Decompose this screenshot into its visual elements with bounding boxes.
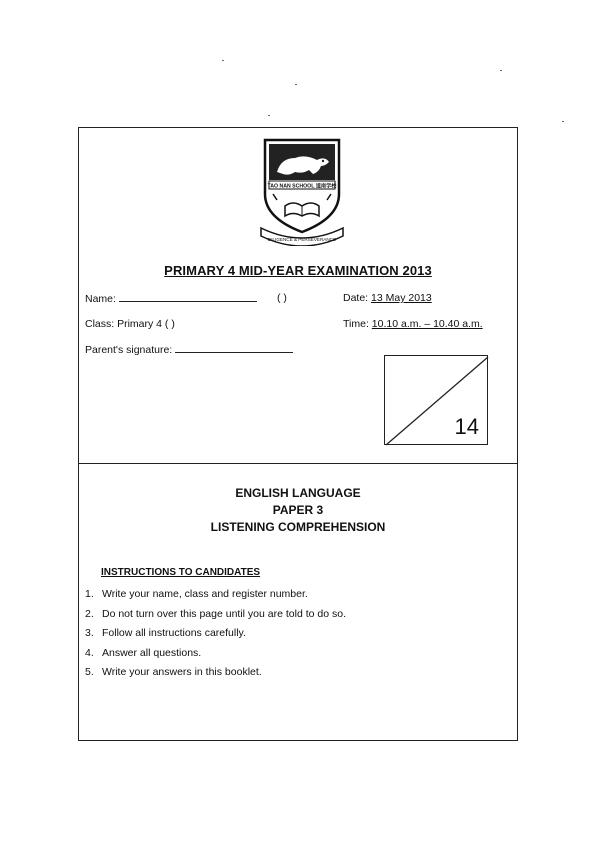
crest-motto: DILIGENCE & PERSEVERANCE xyxy=(267,237,337,242)
instruction-item: 2. Do not turn over this page until you are told to do so. xyxy=(85,607,346,620)
paper-component: LISTENING COMPREHENSION xyxy=(210,520,386,534)
register-number-brackets: ( ) xyxy=(277,292,287,304)
signature-row xyxy=(85,343,293,356)
instruction-item: 1. Write your name, class and register number. xyxy=(85,588,308,600)
signature-line xyxy=(175,343,293,353)
date-row xyxy=(343,292,432,304)
instructions-list xyxy=(85,588,346,686)
time-value: 10.10 a.m. – 10.40 a.m. xyxy=(371,318,483,330)
signature-label: Parent's signature: xyxy=(85,344,173,356)
name-row xyxy=(85,292,257,305)
paper-number: PAPER 3 xyxy=(272,503,324,517)
school-crest-logo xyxy=(259,136,345,246)
section-divider xyxy=(79,463,517,464)
scan-speck xyxy=(500,70,502,71)
name-field-line xyxy=(119,292,257,302)
instruction-item: 3. Follow all instructions carefully. xyxy=(85,627,246,639)
time-label: Time: xyxy=(343,318,369,330)
scan-speck xyxy=(268,115,270,116)
scan-speck xyxy=(295,84,297,85)
exam-cover-frame xyxy=(78,127,518,741)
class-label: Class: Primary 4 ( ) xyxy=(85,318,175,330)
name-label: Name: xyxy=(85,293,116,305)
scan-speck xyxy=(562,121,564,122)
exam-title: PRIMARY 4 MID-YEAR EXAMINATION 2013 xyxy=(164,263,432,278)
time-row xyxy=(343,318,483,330)
score-box xyxy=(384,355,488,445)
score-total: 14 xyxy=(454,414,479,439)
subject-title: ENGLISH LANGUAGE xyxy=(235,486,361,500)
instruction-item: 5. Write your answers in this booklet. xyxy=(85,666,262,678)
date-value: 13 May 2013 xyxy=(371,292,432,304)
crest-school-banner: TAO NAN SCHOOL 道南学校 xyxy=(267,183,337,190)
date-label: Date: xyxy=(343,292,369,304)
instruction-item: 4. Answer all questions. xyxy=(85,646,202,659)
scan-speck xyxy=(222,60,224,61)
instructions-heading: INSTRUCTIONS TO CANDIDATES xyxy=(101,567,261,578)
